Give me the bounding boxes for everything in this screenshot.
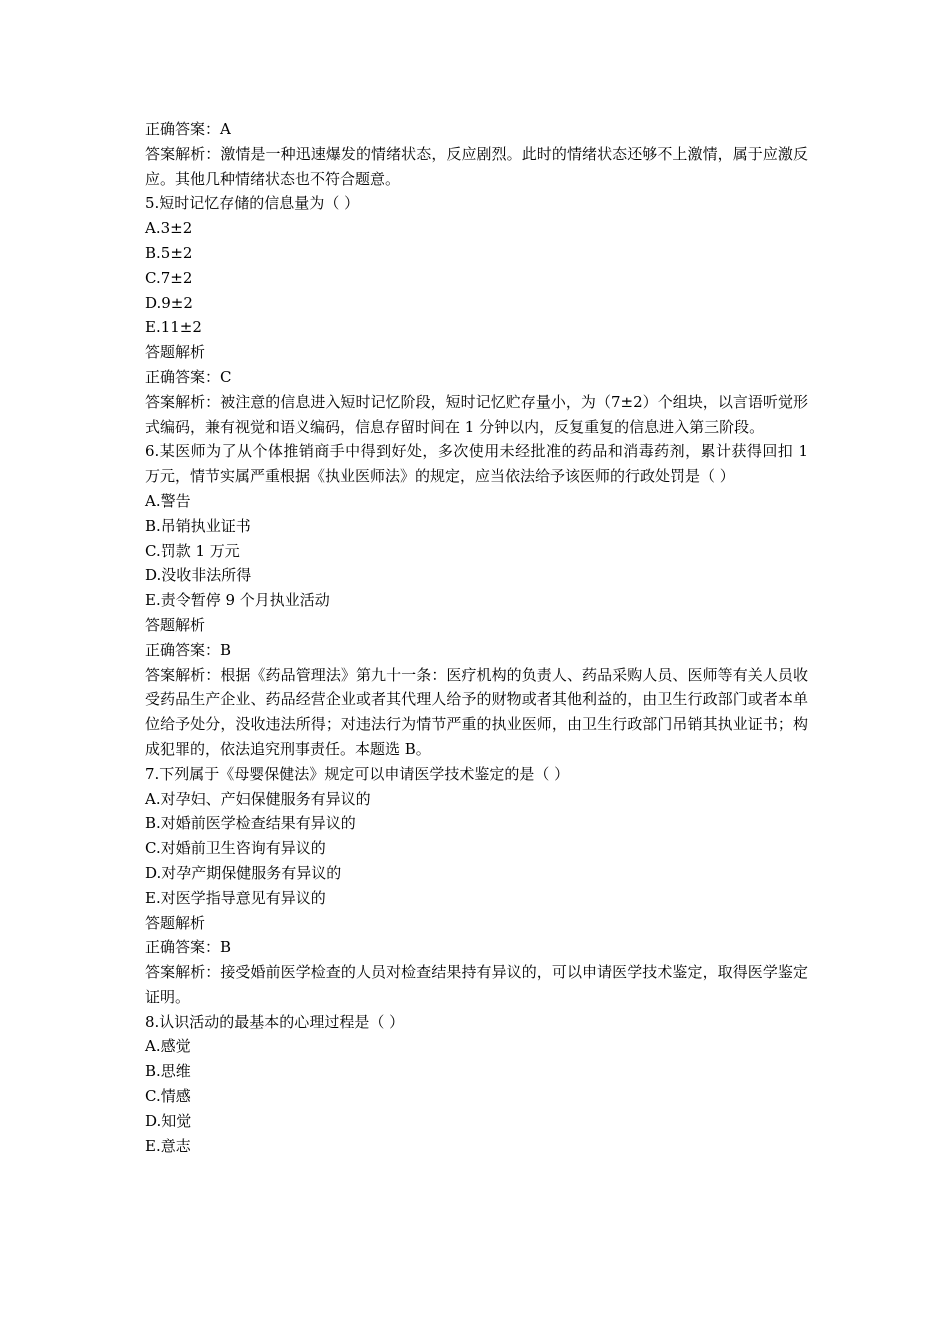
question-stem: 6.某医师为了从个体推销商手中得到好处，多次使用未经批准的药品和消毒药剂，累计获得回扣 1 万元，情节实属严重根据《执业医师法》的规定，应当依法给予该医师的行政处罚是（ ） — [145, 442, 808, 486]
option-b: B.对婚前医学检查结果有异议的 — [145, 814, 356, 833]
document-content — [145, 117, 808, 1158]
answer-explanation: 答案解析：被注意的信息进入短时记忆阶段，短时记忆贮存量小，为（7±2）个组块，以言语听觉形式编码，兼有视觉和语义编码，信息存留时间在 1 分钟以内，反复重复的信息进入第三阶段。 — [145, 392, 808, 436]
analysis-label: 答题解析 — [145, 343, 206, 362]
question-stem: 7.下列属于《母婴保健法》规定可以申请医学技术鉴定的是（ ） — [145, 764, 570, 783]
option-e: E.意志 — [145, 1136, 191, 1155]
option-c: C.情感 — [145, 1087, 191, 1106]
option-d: D.没收非法所得 — [145, 566, 252, 585]
option-a: A.感觉 — [145, 1037, 191, 1056]
option-e: E.11±2 — [145, 318, 202, 337]
option-a: A.警告 — [145, 491, 191, 510]
answer-explanation: 答案解析：激情是一种迅速爆发的情绪状态，反应剧烈。此时的情绪状态还够不上激情，属于应激反应。其他几种情绪状态也不符合题意。 — [145, 144, 808, 188]
option-e: E.责令暂停 9 个月执业活动 — [145, 591, 330, 610]
option-a: A.对孕妇、产妇保健服务有异议的 — [145, 789, 371, 808]
option-b: B.思维 — [145, 1062, 191, 1081]
correct-answer: 正确答案：A — [145, 120, 231, 138]
question-7 — [145, 762, 808, 1010]
question-stem: 5.短时记忆存储的信息量为（ ） — [145, 194, 360, 213]
option-e: E.对医学指导意见有异议的 — [145, 888, 326, 907]
option-d: D.9±2 — [145, 293, 193, 312]
option-d: D.对孕产期保健服务有异议的 — [145, 863, 342, 882]
option-b: B.吊销执业证书 — [145, 516, 251, 535]
question-4-tail — [145, 117, 808, 191]
option-a: A.3±2 — [145, 219, 193, 238]
analysis-label: 答题解析 — [145, 913, 206, 932]
option-c: C.对婚前卫生咨询有异议的 — [145, 839, 326, 858]
option-c: C.罚款 1 万元 — [145, 541, 240, 560]
question-5 — [145, 191, 808, 439]
question-stem: 8.认识活动的最基本的心理过程是（ ） — [145, 1012, 405, 1031]
question-6 — [145, 439, 808, 761]
option-b: B.5±2 — [145, 243, 193, 262]
correct-answer: 正确答案：B — [145, 938, 232, 957]
analysis-label: 答题解析 — [145, 615, 206, 634]
option-c: C.7±2 — [145, 268, 193, 287]
correct-answer: 正确答案：B — [145, 640, 232, 659]
correct-answer: 正确答案：C — [145, 367, 232, 386]
question-8 — [145, 1010, 808, 1159]
answer-explanation: 答案解析：接受婚前医学检查的人员对检查结果持有异议的，可以申请医学技术鉴定，取得医学鉴定证明。 — [145, 963, 808, 1006]
option-d: D.知觉 — [145, 1111, 192, 1130]
answer-explanation: 答案解析：根据《药品管理法》第九十一条：医疗机构的负责人、药品采购人员、医师等有关人员收受药品生产企业、药品经营企业或者其代理人给予的财物或者其他利益的，由卫生行政部门或者本单位给予处分，没收违法所得；对违法行为情节严重的执业医师，由卫生行政部门吊销其执业证书；构成犯罪的，依法追究刑事责任。本题选 B。 — [145, 665, 808, 758]
